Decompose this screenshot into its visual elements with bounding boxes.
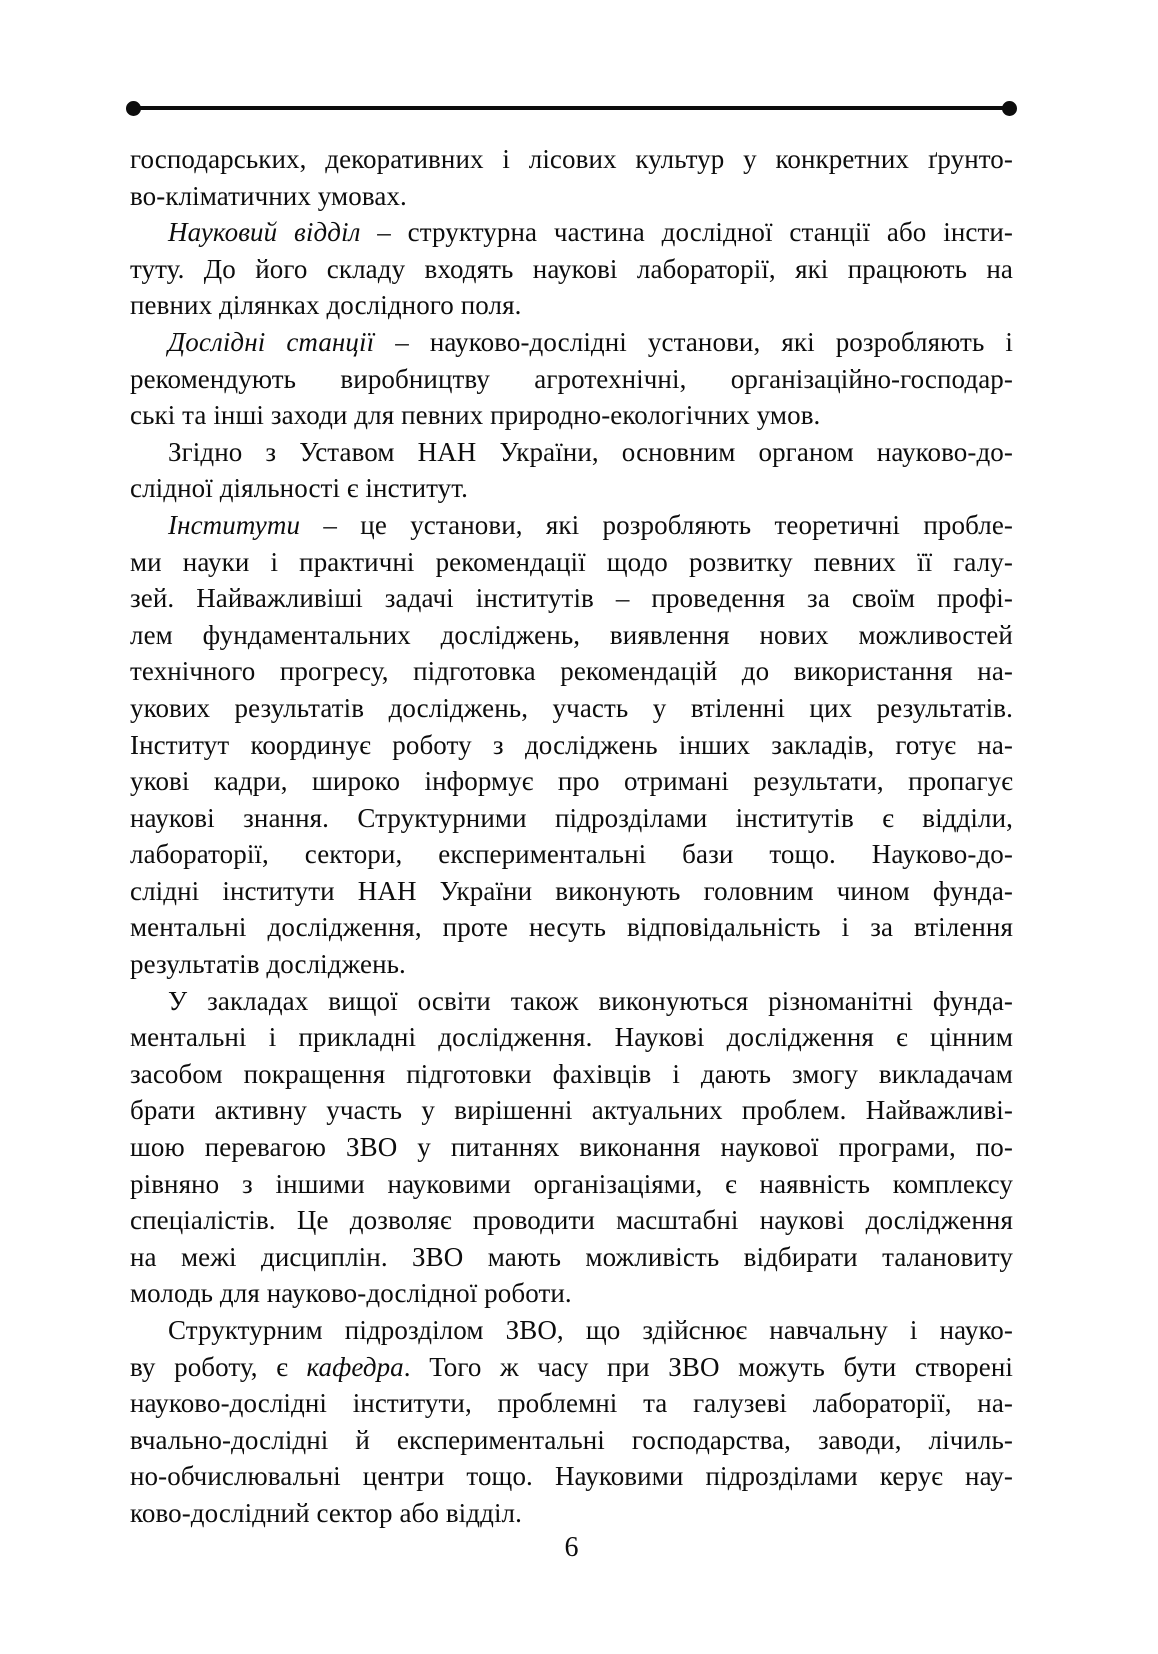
- decorative-rule: [132, 106, 1011, 110]
- text-line: [130, 1458, 1013, 1495]
- text-segment: во-кліматичних умовах.: [130, 180, 407, 211]
- text-segment: технічного прогресу, підготовка рекомендацій до використання на-: [130, 656, 1013, 687]
- text-segment: засобом покращення підготовки фахівців і дають змогу викладачам: [130, 1058, 1013, 1089]
- text-body: [130, 141, 1013, 1532]
- text-segment: лем фундаментальних досліджень, виявлення нових можливостей: [130, 619, 1013, 650]
- text-line: [130, 617, 1013, 654]
- text-segment: слідної діяльності є інститут.: [130, 473, 468, 504]
- text-segment: – науково-дослідні установи, які розробляють і: [374, 326, 1013, 357]
- text-line: [130, 214, 1013, 251]
- text-line: [130, 324, 1013, 361]
- text-line: [130, 434, 1013, 471]
- text-segment: Структурним підрозділом ЗВО, що здійснює навчальну і науко-: [168, 1315, 1013, 1345]
- text-segment: молодь для науково-дослідної роботи.: [130, 1278, 572, 1309]
- text-segment: Інститут координує роботу з досліджень інших закладів, готує на-: [130, 729, 1013, 760]
- text-segment: наукові знання. Структурними підрозділами інститутів є відділи,: [130, 802, 1013, 833]
- paragraph: [130, 507, 1013, 983]
- text-line: [130, 873, 1013, 910]
- text-line: [130, 1312, 1013, 1349]
- text-line: [130, 1349, 1013, 1386]
- paragraph: [130, 983, 1013, 1312]
- text-segment: зей. Найважливіші задачі інститутів – проведення за своїм профі-: [130, 583, 1013, 614]
- page-number: 6: [564, 1532, 579, 1563]
- text-line: [130, 507, 1013, 544]
- text-segment: укові кадри, широко інформує про отримані результати, пропагує: [130, 766, 1013, 797]
- text-segment: ми науки і практичні рекомендації щодо розвитку певних її галу-: [130, 546, 1013, 577]
- text-segment: спеціалістів. Це дозволяє проводити масштабні наукові дослідження: [130, 1205, 1013, 1236]
- text-segment: результатів досліджень.: [130, 949, 406, 980]
- text-line: [130, 1422, 1013, 1459]
- text-line: [130, 727, 1013, 764]
- text-segment: ково-дослідний сектор або відділ.: [130, 1497, 522, 1528]
- text-segment: рекомендують виробництву агротехнічні, організаційно-господар-: [130, 363, 1013, 394]
- text-line: [130, 1275, 1013, 1312]
- text-line: [130, 1019, 1013, 1056]
- paragraph: [130, 434, 1013, 507]
- text-segment: господарських, декоративних і лісових культур у конкретних ґрунто-: [130, 144, 1013, 174]
- text-segment: – це установи, які розробляють теоретичні пробле-: [300, 509, 1013, 540]
- text-segment: . Того ж часу при ЗВО можуть бути створені: [403, 1351, 1013, 1382]
- text-line: [130, 178, 1013, 215]
- italic-term: Інститути: [168, 509, 301, 540]
- rule-left-dot-icon: [126, 101, 141, 116]
- text-line: [130, 763, 1013, 800]
- text-segment: туту. До його складу входять наукові лабораторії, які працюють на: [130, 253, 1013, 284]
- text-segment: укових результатів досліджень, участь у втіленні цих результатів.: [130, 692, 1013, 723]
- italic-term: Науковий відділ: [168, 217, 361, 248]
- text-line: [130, 1495, 1013, 1532]
- paragraph: [130, 1312, 1013, 1532]
- italic-term: кафедра: [306, 1351, 404, 1382]
- text-line: [130, 1129, 1013, 1166]
- text-segment: – структурна частина дослідної станції або інсти-: [360, 217, 1013, 248]
- text-line: [130, 580, 1013, 617]
- text-segment: на межі дисциплін. ЗВО мають можливість відбирати талановиту: [130, 1241, 1013, 1272]
- text-line: [130, 800, 1013, 837]
- text-line: [130, 983, 1013, 1020]
- text-line: [130, 909, 1013, 946]
- text-line: [130, 1202, 1013, 1239]
- text-segment: слідні інститути НАН України виконують головним чином фунда-: [130, 875, 1013, 906]
- text-line: [130, 1056, 1013, 1093]
- text-segment: ву роботу, є: [130, 1351, 307, 1382]
- text-line: [130, 544, 1013, 581]
- text-segment: ські та інші заходи для певних природно-екологічних умов.: [130, 400, 821, 431]
- text-line: [130, 141, 1013, 178]
- text-segment: шою перевагою ЗВО у питаннях виконання наукової програми, по-: [130, 1132, 1013, 1163]
- rule-right-dot-icon: [1002, 101, 1017, 116]
- text-line: [130, 287, 1013, 324]
- text-segment: ментальні дослідження, проте несуть відповідальність і за втілення: [130, 912, 1013, 943]
- text-segment: но-обчислювальні центри тощо. Науковими підрозділами керує нау-: [130, 1461, 1013, 1492]
- text-line: [130, 1385, 1013, 1422]
- text-segment: брати активну участь у вирішенні актуальних проблем. Найважливі-: [130, 1095, 1013, 1126]
- text-segment: У закладах вищої освіти також виконуються різноманітні фунда-: [168, 985, 1013, 1016]
- text-line: [130, 361, 1013, 398]
- paragraph: [130, 214, 1013, 324]
- text-segment: вчально-дослідні й експериментальні господарства, заводи, лічиль-: [130, 1424, 1013, 1455]
- text-line: [130, 1092, 1013, 1129]
- text-line: [130, 251, 1013, 288]
- text-segment: ментальні і прикладні дослідження. Наукові дослідження є цінним: [130, 1022, 1013, 1053]
- text-line: [130, 946, 1013, 983]
- text-segment: лабораторії, сектори, експериментальні бази тощо. Науково-до-: [130, 839, 1013, 870]
- italic-term: Дослідні станції: [168, 326, 375, 357]
- text-line: [130, 690, 1013, 727]
- text-line: [130, 836, 1013, 873]
- text-segment: певних ділянках дослідного поля.: [130, 290, 522, 321]
- text-line: [130, 397, 1013, 434]
- text-line: [130, 1239, 1013, 1276]
- text-segment: Згідно з Уставом НАН України, основним органом науково-до-: [168, 436, 1013, 467]
- text-line: [130, 470, 1013, 507]
- paragraph: [130, 324, 1013, 434]
- text-line: [130, 653, 1013, 690]
- text-segment: рівняно з іншими науковими організаціями, є наявність комплексу: [130, 1168, 1013, 1199]
- text-line: [130, 1166, 1013, 1203]
- paragraph: [130, 141, 1013, 214]
- text-segment: науково-дослідні інститути, проблемні та галузеві лабораторії, на-: [130, 1388, 1013, 1419]
